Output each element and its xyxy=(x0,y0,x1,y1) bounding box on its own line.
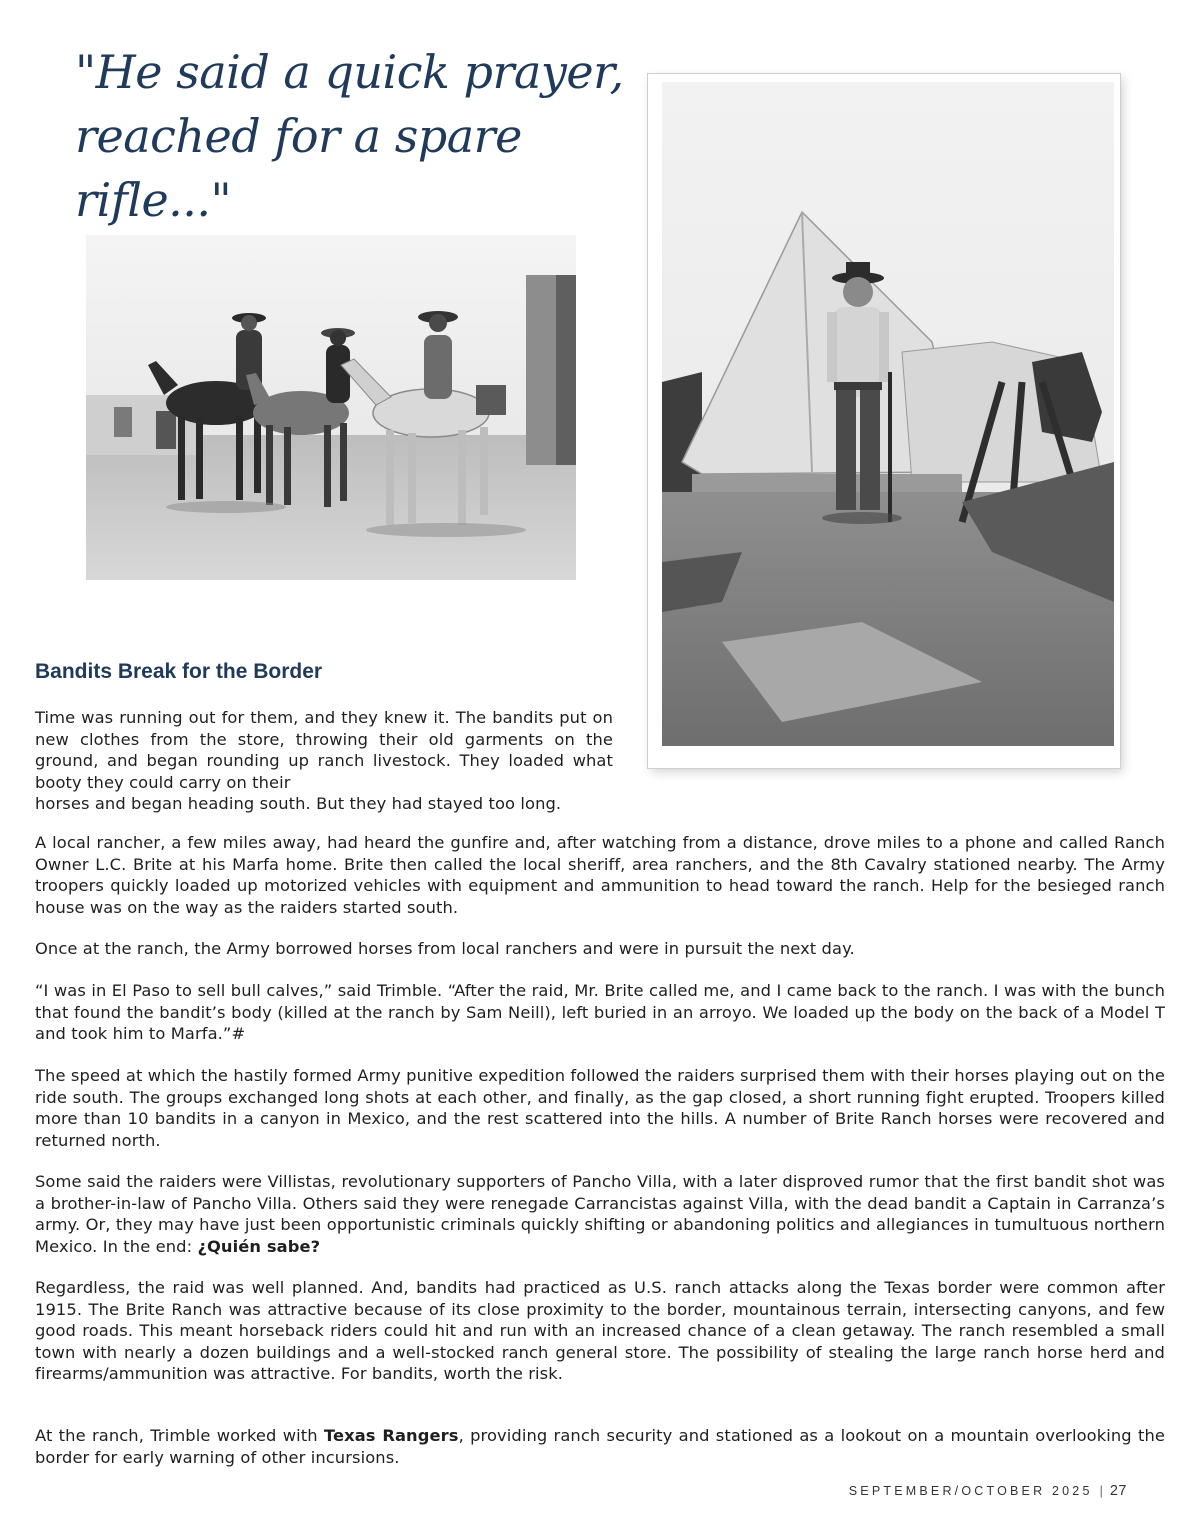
paragraph-bandits-leave xyxy=(35,707,613,815)
paragraph-texas-rangers xyxy=(35,1425,1165,1468)
texas-rangers-emphasis: Texas Rangers xyxy=(323,1426,459,1445)
paragraph-trimble-quote: “I was in El Paso to sell bull calves,” said Trimble. “After the raid, Mr. Brite called me, and I came back to the ranch. I was with the bunch that found the bandit’s body (killed at the ranch by Sam Neill), left buried in an arroyo. We loaded up the body on the back of a Model T and took him to Marfa.”# xyxy=(35,981,1165,1043)
paragraph-texas-rangers-before: At the ranch, Trimble worked with xyxy=(35,1426,324,1445)
page-number: 27 xyxy=(1109,1483,1127,1499)
paragraph-army-pursuit: Once at the ranch, the Army borrowed horses from local ranchers and were in pursuit the next day. xyxy=(35,939,855,958)
paragraph-rancher-calls: A local rancher, a few miles away, had heard the gunfire and, after watching from a distance, drove miles to a phone and called Ranch Owner L.C. Brite at his Marfa home. Brite then called the local sheriff, area ranchers, and the 8th Cavalry stationed nearby. The Army troopers quickly loaded up motorized vehicles with equipment and ammunition to head toward the ranch. Help for the besieged ranch house was on the way as the raiders started south. xyxy=(35,833,1165,917)
footer-separator: | xyxy=(1099,1484,1103,1498)
photo-three-horsemen xyxy=(86,235,576,580)
paragraph-bandits-leave-main: Time was running out for them, and they knew it. The bandits put on new clothes from the store, throwing their old garments on the ground, and began rounding up ranch livestock. They loaded what booty they could carry on their xyxy=(35,708,613,792)
photo-man-at-tent xyxy=(648,74,1120,768)
paragraph-raider-identity xyxy=(35,1171,1165,1257)
pull-quote: "He said a quick prayer, reached for a spare rifle..." xyxy=(75,45,624,227)
section-heading: Bandits Break for the Border xyxy=(35,660,323,683)
paragraph-texas-rangers-after: , providing ranch security and stationed as a lookout on a mountain overlooking the border for early warning of other incursions. xyxy=(35,1426,1165,1467)
paragraph-raider-identity-text: Some said the raiders were Villistas, revolutionary supporters of Pancho Villa, with a later disproved rumor that the first bandit shot was a brother-in-law of Pancho Villa. Others said they were renegade Carrancistas against Villa, with the dead bandit a Captain in Carranza’s army. Or, they may have just been opportunistic criminals quickly shifting or abandoning politics and allegiances in tumultuous northern Mexico. In the end: xyxy=(35,1172,1165,1256)
paragraph-running-fight: The speed at which the hastily formed Army punitive expedition followed the raiders surprised them with their horses playing out on the ride south. The groups exchanged long shots at each other, and finally, as the gap closed, a short running fight erupted. Troopers killed more than 10 bandits in a canyon in Mexico, and the rest scattered into the hills. A number of Brite Ranch horses were recovered and returned north. xyxy=(35,1066,1165,1150)
issue-date: SEPTEMBER/OCTOBER 2025 xyxy=(848,1484,1093,1498)
paragraph-raid-planning: Regardless, the raid was well planned. And, bandits had practiced as U.S. ranch attacks along the Texas border were common after 1915. The Brite Ranch was attractive because of its close proximity to the border, mountainous terrain, intersecting canyons, and few good roads. This meant horseback riders could hit and run with an increased chance of a clean getaway. The ranch resembled a small town with nearly a dozen buildings and a well-stocked ranch general store. The possibility of stealing the large ranch horse herd and firearms/ammunition was attractive. For bandits, worth the risk. xyxy=(35,1278,1165,1383)
quien-sabe-emphasis: ¿Quién sabe? xyxy=(197,1236,321,1256)
paragraph-bandits-leave-last-line: horses and began heading south. But they had stayed too long. xyxy=(35,794,562,813)
page-footer xyxy=(849,1483,1127,1499)
